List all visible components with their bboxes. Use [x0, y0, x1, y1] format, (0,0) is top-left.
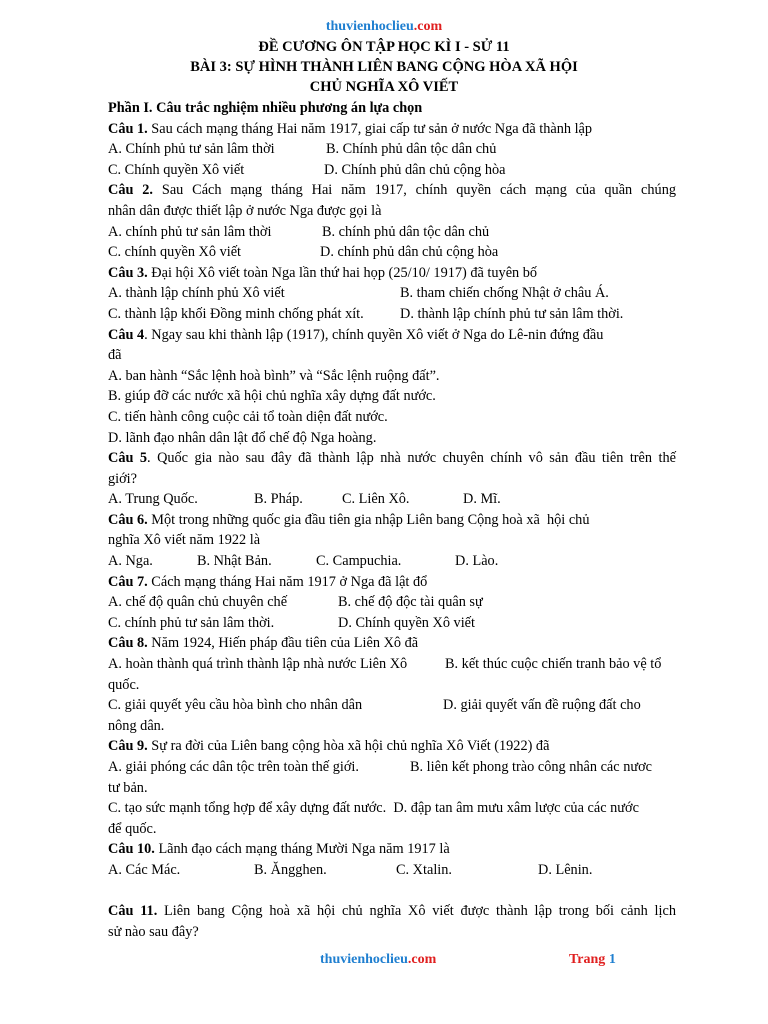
question-label: Câu 10.	[108, 841, 155, 858]
lesson-title-cont: CHỦ NGHĨA XÔ VIẾT	[309, 79, 459, 95]
option-d: D. lãnh đạo nhân dân lật đổ chế độ Nga hoàng.	[108, 429, 377, 446]
question-label: Câu 9.	[108, 738, 148, 755]
question-label: Câu 1.	[108, 120, 148, 137]
option-b: B. Nhật Bản.	[197, 553, 272, 570]
option-c: C. thành lập khối Đồng minh chống phát xít.	[108, 305, 364, 322]
question-2	[108, 180, 676, 201]
question-8	[108, 633, 676, 654]
option-row	[108, 613, 676, 634]
option-row	[108, 283, 676, 304]
option-row	[108, 489, 676, 510]
question-text: . Ngay sau khi thành lập (1917), chính quyền Xô viết ở Nga do Lê-nin đứng đầu	[144, 326, 604, 343]
question-text: Cách mạng tháng Hai năm 1917 ở Nga đã lật đổ	[147, 573, 428, 590]
site-domain: .com	[413, 19, 443, 34]
option-d: D. thành lập chính phủ tư sản lâm thời.	[400, 305, 624, 322]
option-row	[108, 757, 676, 778]
option-a: A. Nga.	[108, 553, 153, 570]
option-a: A. Trung Quốc.	[108, 491, 198, 508]
option-a: A. Chính phủ tư sản lâm thời	[108, 141, 275, 158]
option-row	[108, 139, 676, 160]
site-brand-top	[0, 19, 768, 35]
option-b: B. Pháp.	[254, 491, 303, 508]
question-label: Câu 11.	[108, 903, 158, 920]
question-list	[108, 98, 676, 942]
question-1	[108, 119, 676, 140]
question-text-cont: nghĩa Xô viết năm 1922 là	[108, 532, 261, 549]
question-text-cont: đã	[108, 347, 122, 364]
question-text: Lãnh đạo cách mạng tháng Mười Nga năm 1917 là	[154, 841, 450, 858]
page-footer	[0, 952, 768, 972]
question-text: Liên bang Cộng hoà xã hội chủ nghĩa Xô viết được thành lập trong bối cảnh lịch	[157, 903, 676, 920]
site-domain: .com	[407, 952, 437, 967]
option-a: A. hoàn thành quá trình thành lập nhà nước Liên Xô	[108, 656, 408, 673]
section-heading: Phần I. Câu trắc nghiệm nhiều phương án lựa chọn	[108, 100, 423, 116]
option-d: D. Mĩ.	[463, 491, 501, 508]
option-b-cont: tư bản.	[108, 779, 148, 796]
question-text: Sau Cách mạng tháng Hai năm 1917, chính quyền cách mạng của quần chúng	[153, 182, 676, 199]
option-b: B. kết thúc cuộc chiến tranh bảo vệ tổ	[445, 656, 662, 673]
option-row	[108, 592, 676, 613]
option-c: C. chính quyền Xô viết	[108, 244, 242, 261]
option-c: C. Chính quyền Xô viết	[108, 161, 245, 178]
option-a: A. thành lập chính phủ Xô viết	[108, 285, 285, 302]
question-text: Một trong những quốc gia đầu tiên gia nhập Liên bang Cộng hoà xã hội chủ	[147, 511, 590, 528]
option-d: D. giải quyết vấn đề ruộng đất cho	[443, 697, 641, 714]
site-name: thuvienhoclieu	[325, 19, 414, 34]
question-label: Câu 4	[108, 326, 145, 343]
option-a: A. chế độ quân chủ chuyên chế	[108, 594, 288, 611]
question-label: Câu 6.	[108, 511, 148, 528]
option-row	[108, 242, 676, 263]
question-4	[108, 325, 676, 346]
question-text: . Quốc gia nào sau đây đã thành lập nhà nước chuyên chính vô sản đầu tiên trên thế	[147, 450, 676, 467]
option-a: A. giải phóng các dân tộc trên toàn thế giới.	[108, 759, 359, 775]
question-9	[108, 736, 676, 757]
option-a: A. ban hành “Sắc lệnh hoà bình” và “Sắc lệnh ruộng đất”.	[108, 367, 440, 384]
question-5	[108, 448, 676, 469]
option-b: B. Ăngghen.	[254, 861, 327, 878]
option-d: D. Lào.	[455, 553, 499, 570]
question-6	[108, 510, 676, 531]
question-label: Câu 8.	[108, 635, 148, 652]
option-b: B. liên kết phong trào công nhân các nươc	[410, 759, 652, 775]
question-label: Câu 3.	[108, 264, 148, 281]
question-text: Đại hội Xô viết toàn Nga lần thứ hai họp (25/10/ 1917) đã tuyên bố	[147, 264, 538, 281]
option-c: C. tiến hành công cuộc cải tổ toàn diện đất nước.	[108, 408, 388, 425]
lesson-title: BÀI 3: SỰ HÌNH THÀNH LIÊN BANG CỘNG HÒA XÃ HỘI	[190, 59, 578, 75]
page-label: Trang	[569, 952, 606, 967]
option-d: D. Lênin.	[538, 861, 593, 878]
option-b: B. chính phủ dân tộc dân chủ	[322, 223, 490, 240]
option-d: D. Chính phủ dân chủ cộng hòa	[324, 161, 506, 178]
option-d: D. Chính quyền Xô viết	[338, 614, 476, 631]
question-10	[108, 839, 676, 860]
question-7	[108, 572, 676, 593]
option-c: C. Campuchia.	[316, 553, 402, 570]
option-b: B. chế độ độc tài quân sự	[338, 594, 483, 611]
site-name: thuvienhoclieu	[320, 952, 408, 967]
spacer	[108, 881, 676, 902]
question-text: Năm 1924, Hiến pháp đầu tiên của Liên Xô đã	[147, 635, 419, 652]
question-text-cont: giới?	[108, 470, 137, 487]
option-a: A. Các Mác.	[108, 861, 181, 878]
option-b: B. giúp đỡ các nước xã hội chủ nghĩa xây dựng đất nước.	[108, 388, 436, 405]
option-c: C. Xtalin.	[396, 861, 452, 878]
option-row	[108, 551, 676, 572]
question-3	[108, 263, 676, 284]
option-b-cont: quốc.	[108, 676, 140, 693]
question-text-cont: nhân dân được thiết lập ở nước Nga được gọi là	[108, 202, 382, 219]
question-text: Sau cách mạng tháng Hai năm 1917, giai cấp tư sản ở nước Nga đã thành lập	[147, 120, 593, 137]
question-text: Sự ra đời của Liên bang cộng hòa xã hội chủ nghĩa Xô Viết (1922) đã	[147, 738, 550, 755]
option-c: C. chính phủ tư sản lâm thời.	[108, 614, 275, 631]
option-c: C. giải quyết yêu cầu hòa bình cho nhân dân	[108, 697, 363, 714]
page-num: 1	[608, 952, 616, 967]
option-c: C. Liên Xô.	[342, 491, 410, 508]
option-d-cont: để quốc.	[108, 820, 157, 837]
doc-title: ĐỀ CƯƠNG ÔN TẬP HỌC KÌ I - SỬ 11	[258, 39, 510, 55]
option-row	[108, 695, 676, 716]
site-brand-bottom	[320, 952, 436, 968]
option-row	[108, 222, 676, 243]
option-c-d: C. tạo sức mạnh tổng hợp để xây dựng đất nước. D. đập tan âm mưu xâm lược của các nước	[108, 800, 639, 817]
option-a: A. chính phủ tư sản lâm thời	[108, 223, 272, 240]
page-number	[569, 952, 616, 968]
question-label: Câu 7.	[108, 573, 148, 590]
question-label: Câu 5	[108, 450, 148, 467]
question-text-cont: sử nào sau đây?	[108, 923, 199, 940]
option-row	[108, 304, 676, 325]
option-d-cont: nông dân.	[108, 717, 165, 734]
option-row	[108, 860, 676, 881]
option-d: D. chính phủ dân chủ cộng hòa	[320, 244, 499, 261]
option-row	[108, 160, 676, 181]
option-row	[108, 654, 676, 675]
question-label: Câu 2.	[108, 182, 154, 199]
option-b: B. Chính phủ dân tộc dân chủ	[326, 141, 497, 158]
option-b: B. tham chiến chống Nhật ở châu Á.	[400, 285, 609, 302]
question-11	[108, 901, 676, 922]
